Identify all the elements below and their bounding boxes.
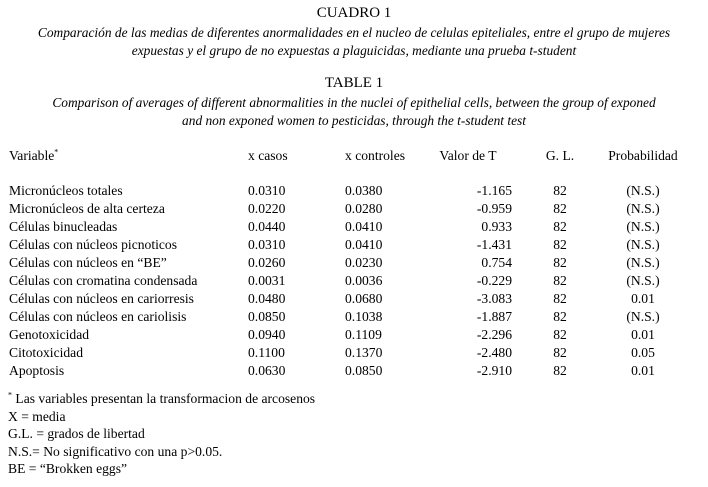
header-valor-t: Valor de T [439, 148, 497, 163]
table-row [0, 201, 708, 219]
cell-gl: 82 [553, 237, 567, 252]
table-caption [20, 94, 688, 130]
cell-gl: 82 [553, 255, 567, 270]
table-caption-line2: and non exponed women to pesticidas, through the t-student test [182, 113, 526, 128]
cell-valor-t: -1.887 [476, 309, 512, 324]
table-row [0, 309, 708, 327]
table-label: TABLE 1 [324, 75, 384, 91]
cell-variable: Células con núcleos en cariorresis [9, 291, 194, 306]
cell-valor-t: -1.431 [476, 237, 512, 252]
cell-valor-t: 0.933 [481, 219, 512, 234]
cell-probabilidad: (N.S.) [626, 237, 660, 252]
cell-controles: 0.0410 [345, 237, 383, 252]
cell-controles: 0.1109 [345, 327, 382, 342]
cell-casos: 0.0630 [248, 363, 286, 378]
table-row [0, 327, 708, 345]
footnote-mark: * [8, 390, 12, 400]
cell-gl: 82 [553, 219, 567, 234]
cell-probabilidad: (N.S.) [626, 273, 660, 288]
cell-valor-t: 0.754 [481, 255, 512, 270]
cell-casos: 0.0480 [248, 291, 286, 306]
cell-probabilidad: 0.01 [631, 363, 655, 378]
cell-casos: 0.0220 [248, 201, 286, 216]
cell-casos: 0.0940 [248, 327, 286, 342]
cell-gl: 82 [553, 291, 567, 306]
table-row [0, 237, 708, 255]
table-row [0, 291, 708, 309]
cell-gl: 82 [553, 327, 567, 342]
header-casos: x casos [248, 148, 288, 163]
cell-variable: Genotoxicidad [9, 327, 90, 342]
cell-probabilidad: (N.S.) [626, 201, 660, 216]
table-row [0, 219, 708, 237]
cell-variable: Micronúcleos totales [9, 183, 123, 198]
cell-gl: 82 [553, 201, 567, 216]
table-row [0, 255, 708, 273]
table-row [0, 273, 708, 291]
table-caption-line1: Comparison of averages of different abnormalities in the nuclei of epithelial cells, between the group of exponed [52, 95, 656, 110]
cell-probabilidad: (N.S.) [626, 309, 660, 324]
footnote-1: * Las variables presentan la transformacion de arcosenos [8, 390, 316, 406]
cell-gl: 82 [553, 309, 567, 324]
cell-variable: Células con núcleos en “BE” [9, 255, 167, 270]
footnote-mark: * [54, 147, 59, 157]
cell-probabilidad: 0.01 [631, 291, 655, 306]
cell-probabilidad: (N.S.) [626, 183, 660, 198]
cell-casos: 0.0310 [248, 237, 286, 252]
cell-controles: 0.1038 [345, 309, 383, 324]
table-row [0, 183, 708, 201]
cell-valor-t: -0.229 [476, 273, 512, 288]
cell-casos: 0.0310 [248, 183, 286, 198]
cell-variable: Células binucleadas [9, 219, 118, 234]
cell-casos: 0.1100 [248, 345, 285, 360]
cell-gl: 82 [553, 183, 567, 198]
cell-variable: Apoptosis [9, 363, 65, 378]
cell-controles: 0.0036 [345, 273, 383, 288]
cell-probabilidad: 0.05 [631, 345, 655, 360]
footnote-5: BE = “Brokken eggs” [8, 461, 128, 476]
table-row [0, 345, 708, 363]
cell-controles: 0.0280 [345, 201, 383, 216]
footnotes [8, 390, 315, 478]
cuadro-caption-line2: expuestas y el grupo de no expuestas a plaguicidas, mediante una prueba t-student [131, 43, 577, 58]
cell-valor-t: -2.296 [476, 327, 512, 342]
cell-controles: 0.0380 [345, 183, 383, 198]
cell-valor-t: -1.165 [476, 183, 512, 198]
cell-controles: 0.0850 [345, 363, 383, 378]
header-gl: G. L. [545, 148, 575, 163]
cell-controles: 0.0680 [345, 291, 383, 306]
cell-variable: Micronúcleos de alta certeza [9, 201, 165, 216]
header-variable: Variable* [9, 147, 59, 163]
cuadro-caption [20, 24, 688, 60]
header-probabilidad: Probabilidad [608, 148, 678, 163]
footnote-2: X = media [8, 408, 66, 424]
cell-gl: 82 [553, 363, 567, 378]
cell-controles: 0.0230 [345, 255, 383, 270]
cell-variable: Citotoxicidad [9, 345, 84, 360]
cell-gl: 82 [553, 273, 567, 288]
cell-valor-t: -2.480 [476, 345, 512, 360]
header-controles: x controles [345, 148, 406, 163]
cell-probabilidad: 0.01 [631, 327, 655, 342]
cell-casos: 0.0031 [248, 273, 286, 288]
cuadro-caption-line1: Comparación de las medias de diferentes anormalidades en el nucleo de celulas epiteliales, entre el grupo de mujeres [37, 25, 671, 40]
cell-variable: Células con núcleos picnoticos [9, 237, 177, 252]
cell-variable: Células con núcleos en cariolisis [9, 309, 187, 324]
cell-valor-t: -2.910 [476, 363, 512, 378]
cell-variable: Células con cromatina condensada [9, 273, 198, 288]
cell-casos: 0.0260 [248, 255, 286, 270]
table-row [0, 363, 708, 381]
cell-gl: 82 [553, 345, 567, 360]
cell-controles: 0.1370 [345, 345, 383, 360]
cell-probabilidad: (N.S.) [626, 219, 660, 234]
cell-casos: 0.0440 [248, 219, 286, 234]
cell-controles: 0.0410 [345, 219, 383, 234]
table-header [0, 148, 708, 166]
cell-probabilidad: (N.S.) [626, 255, 660, 270]
cuadro-label: CUADRO 1 [316, 5, 392, 21]
cell-valor-t: -3.083 [476, 291, 512, 306]
footnote-3: G.L. = grados de libertad [8, 426, 145, 441]
footnote-4: N.S.= No significativo con una p>0.05. [8, 443, 223, 459]
cell-casos: 0.0850 [248, 309, 286, 324]
cell-valor-t: -0.959 [476, 201, 512, 216]
